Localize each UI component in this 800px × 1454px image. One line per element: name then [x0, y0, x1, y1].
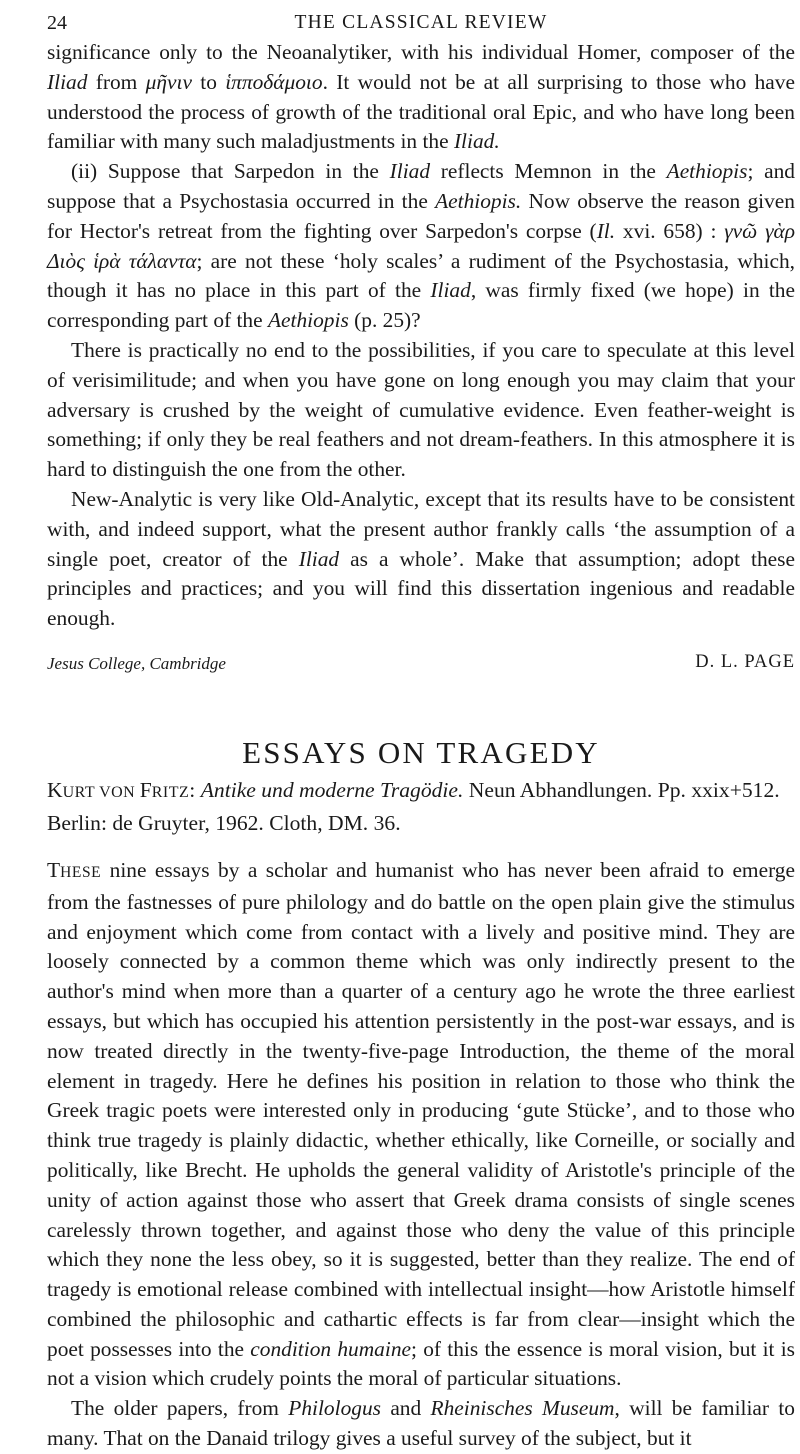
text-run: Now observe the reason given for Hector's retreat from the fighting over Sarpedon's corpse (	[47, 188, 795, 243]
author-initial: K	[47, 777, 63, 802]
paragraph	[47, 1394, 795, 1454]
opening-smallcaps: HESE	[60, 863, 102, 881]
reviewer-signature	[47, 650, 795, 680]
book-title: Antike und moderne Tragödie.	[200, 777, 464, 802]
review-text	[47, 856, 795, 1454]
running-head	[47, 10, 795, 38]
author-colon: :	[189, 777, 201, 802]
paragraph	[47, 485, 795, 634]
text-run: New-Analytic is very like Old-Analytic, except that its results have to be consistent with, and indeed support, what the present author frankly calls ‘the assumption of a single poet, creator of the	[47, 486, 795, 571]
text-run: The older papers, from	[71, 1396, 289, 1421]
reviewer-affiliation: Jesus College, Cambridge	[47, 653, 226, 673]
paragraph-body	[47, 858, 795, 1391]
text-run: significance only to the Neoanalytiker, with his individual Homer, composer of the	[47, 40, 795, 64]
text-run: ; of this the essence is moral vision, but it is not a vision which crudely points the moral of particular situations.	[47, 1336, 795, 1391]
text-run: and	[380, 1396, 431, 1421]
text-run: (ii) Suppose that Sarpedon in the	[71, 159, 390, 184]
text-run: , was firmly fixed (we hope) in the corresponding part of the	[47, 278, 795, 333]
italic-run: Il.	[596, 218, 616, 243]
italic-run: ἱπποδάμοιο	[225, 69, 323, 94]
italic-run: γνῶ γὰρ Διὸς ἱρὰ τάλαντα	[47, 218, 795, 273]
italic-run: Aethiopis	[666, 159, 748, 184]
italic-run: Aethiopis	[267, 308, 349, 333]
author-last-initial: F	[139, 777, 152, 802]
text-run: to	[191, 69, 226, 94]
opening-initial: T	[47, 857, 61, 882]
author-last-smallcaps: RITZ	[151, 783, 190, 801]
journal-title: THE CLASSICAL REVIEW	[294, 12, 548, 33]
text-run: xvi. 658) :	[615, 218, 725, 243]
book-details: Neun Abhandlungen. Pp. xxix+512. Berlin: de Gruyter, 1962. Cloth, DM. 36.	[47, 777, 780, 835]
text-run: There is practically no end to the possibilities, if you care to speculate at this level of verisimilitude; and when you have gone on long enough you may claim that your adversary is crushed by the weight of cumulative evidence. Even feather-weight is something; if only they be real feathers and not dream-feathers. In this atmosphere it is hard to distinguish the one from the other.	[47, 337, 795, 482]
journal-page	[47, 10, 795, 1454]
italic-run: Iliad	[298, 546, 340, 571]
reviewer-name: D. L. PAGE	[695, 651, 795, 672]
text-run: , will be familiar to many. That on the Danaid trilogy gives a useful survey of the subject, but it	[47, 1396, 795, 1451]
text-run: reflects Memnon in the	[430, 159, 667, 184]
text-run: nine essays by a scholar and humanist who has never been afraid to emerge from the fastnesses of pure philology and do battle on the open plain give the stimulus and enjoyment which come from contact with a lively and positive mind. They are loosely connected by a common theme which was only indirectly present to the author's mind when more than a quarter of a century ago he wrote the three earliest essays, but which has occupied his attention persistently in the post-war essays, and is now treated directly in the twenty-five-page Introduction, the theme of the moral element in tragedy. Here he defines his position in relation to those who think the Greek tragic poets were interested only in producing ‘gute Stücke’, and to those who think true tragedy is plainly didactic, whether ethically, like Corneille, or socially and politically, like Brecht. He upholds the general validity of Aristotle's principle of the unity of action against those who assert that Greek drama consists of single scenes carelessly thrown together, and against those who deny the value of this principle which they none the less obey, so it is suggested, better than they realize. The end of tragedy is emotional release combined with intellectual insight—how Aristotle himself combined the philosophic and cathartic effects is far from clear—insight which the poet possesses into the	[47, 857, 795, 1361]
page-number: 24	[47, 12, 67, 34]
paragraph	[47, 336, 795, 485]
italic-run: Iliad	[430, 278, 471, 303]
previous-review-text	[47, 38, 795, 634]
text-run: (p. 25)?	[348, 308, 421, 333]
italic-run: condition humaine	[250, 1336, 412, 1361]
bibliographic-entry	[47, 775, 795, 838]
italic-run: μῆνιν	[145, 69, 192, 94]
text-run: as a whole’. Make that assumption; adopt these principles and practices; and you will find this dissertation ingenious and readable enough.	[47, 546, 795, 631]
italic-run: Philologus	[288, 1396, 381, 1421]
author-first-smallcaps: URT VON	[62, 783, 140, 801]
paragraph	[47, 856, 795, 1394]
italic-run: Iliad	[389, 159, 431, 184]
text-run: from	[87, 69, 146, 94]
text-run: . It would not be at all surprising to those who have understood the process of growth of the traditional oral Epic, and who have long been familiar with many such maladjustments in the	[47, 69, 795, 154]
text-run: ; and suppose that a Psychostasia occurred in the	[47, 159, 795, 213]
italic-run: Aethiopis.	[435, 188, 522, 213]
text-run: ; are not these ‘holy scales’ a rudiment of the Psychostasia, which, though it has no place in this part of the	[47, 248, 795, 303]
italic-run: Rheinisches Museum	[430, 1396, 615, 1421]
paragraph	[47, 38, 795, 157]
italic-run: Iliad	[47, 69, 88, 94]
paragraph	[47, 157, 795, 336]
italic-run: Iliad.	[453, 129, 500, 154]
section-title: ESSAYS ON TRAGEDY	[242, 734, 600, 770]
